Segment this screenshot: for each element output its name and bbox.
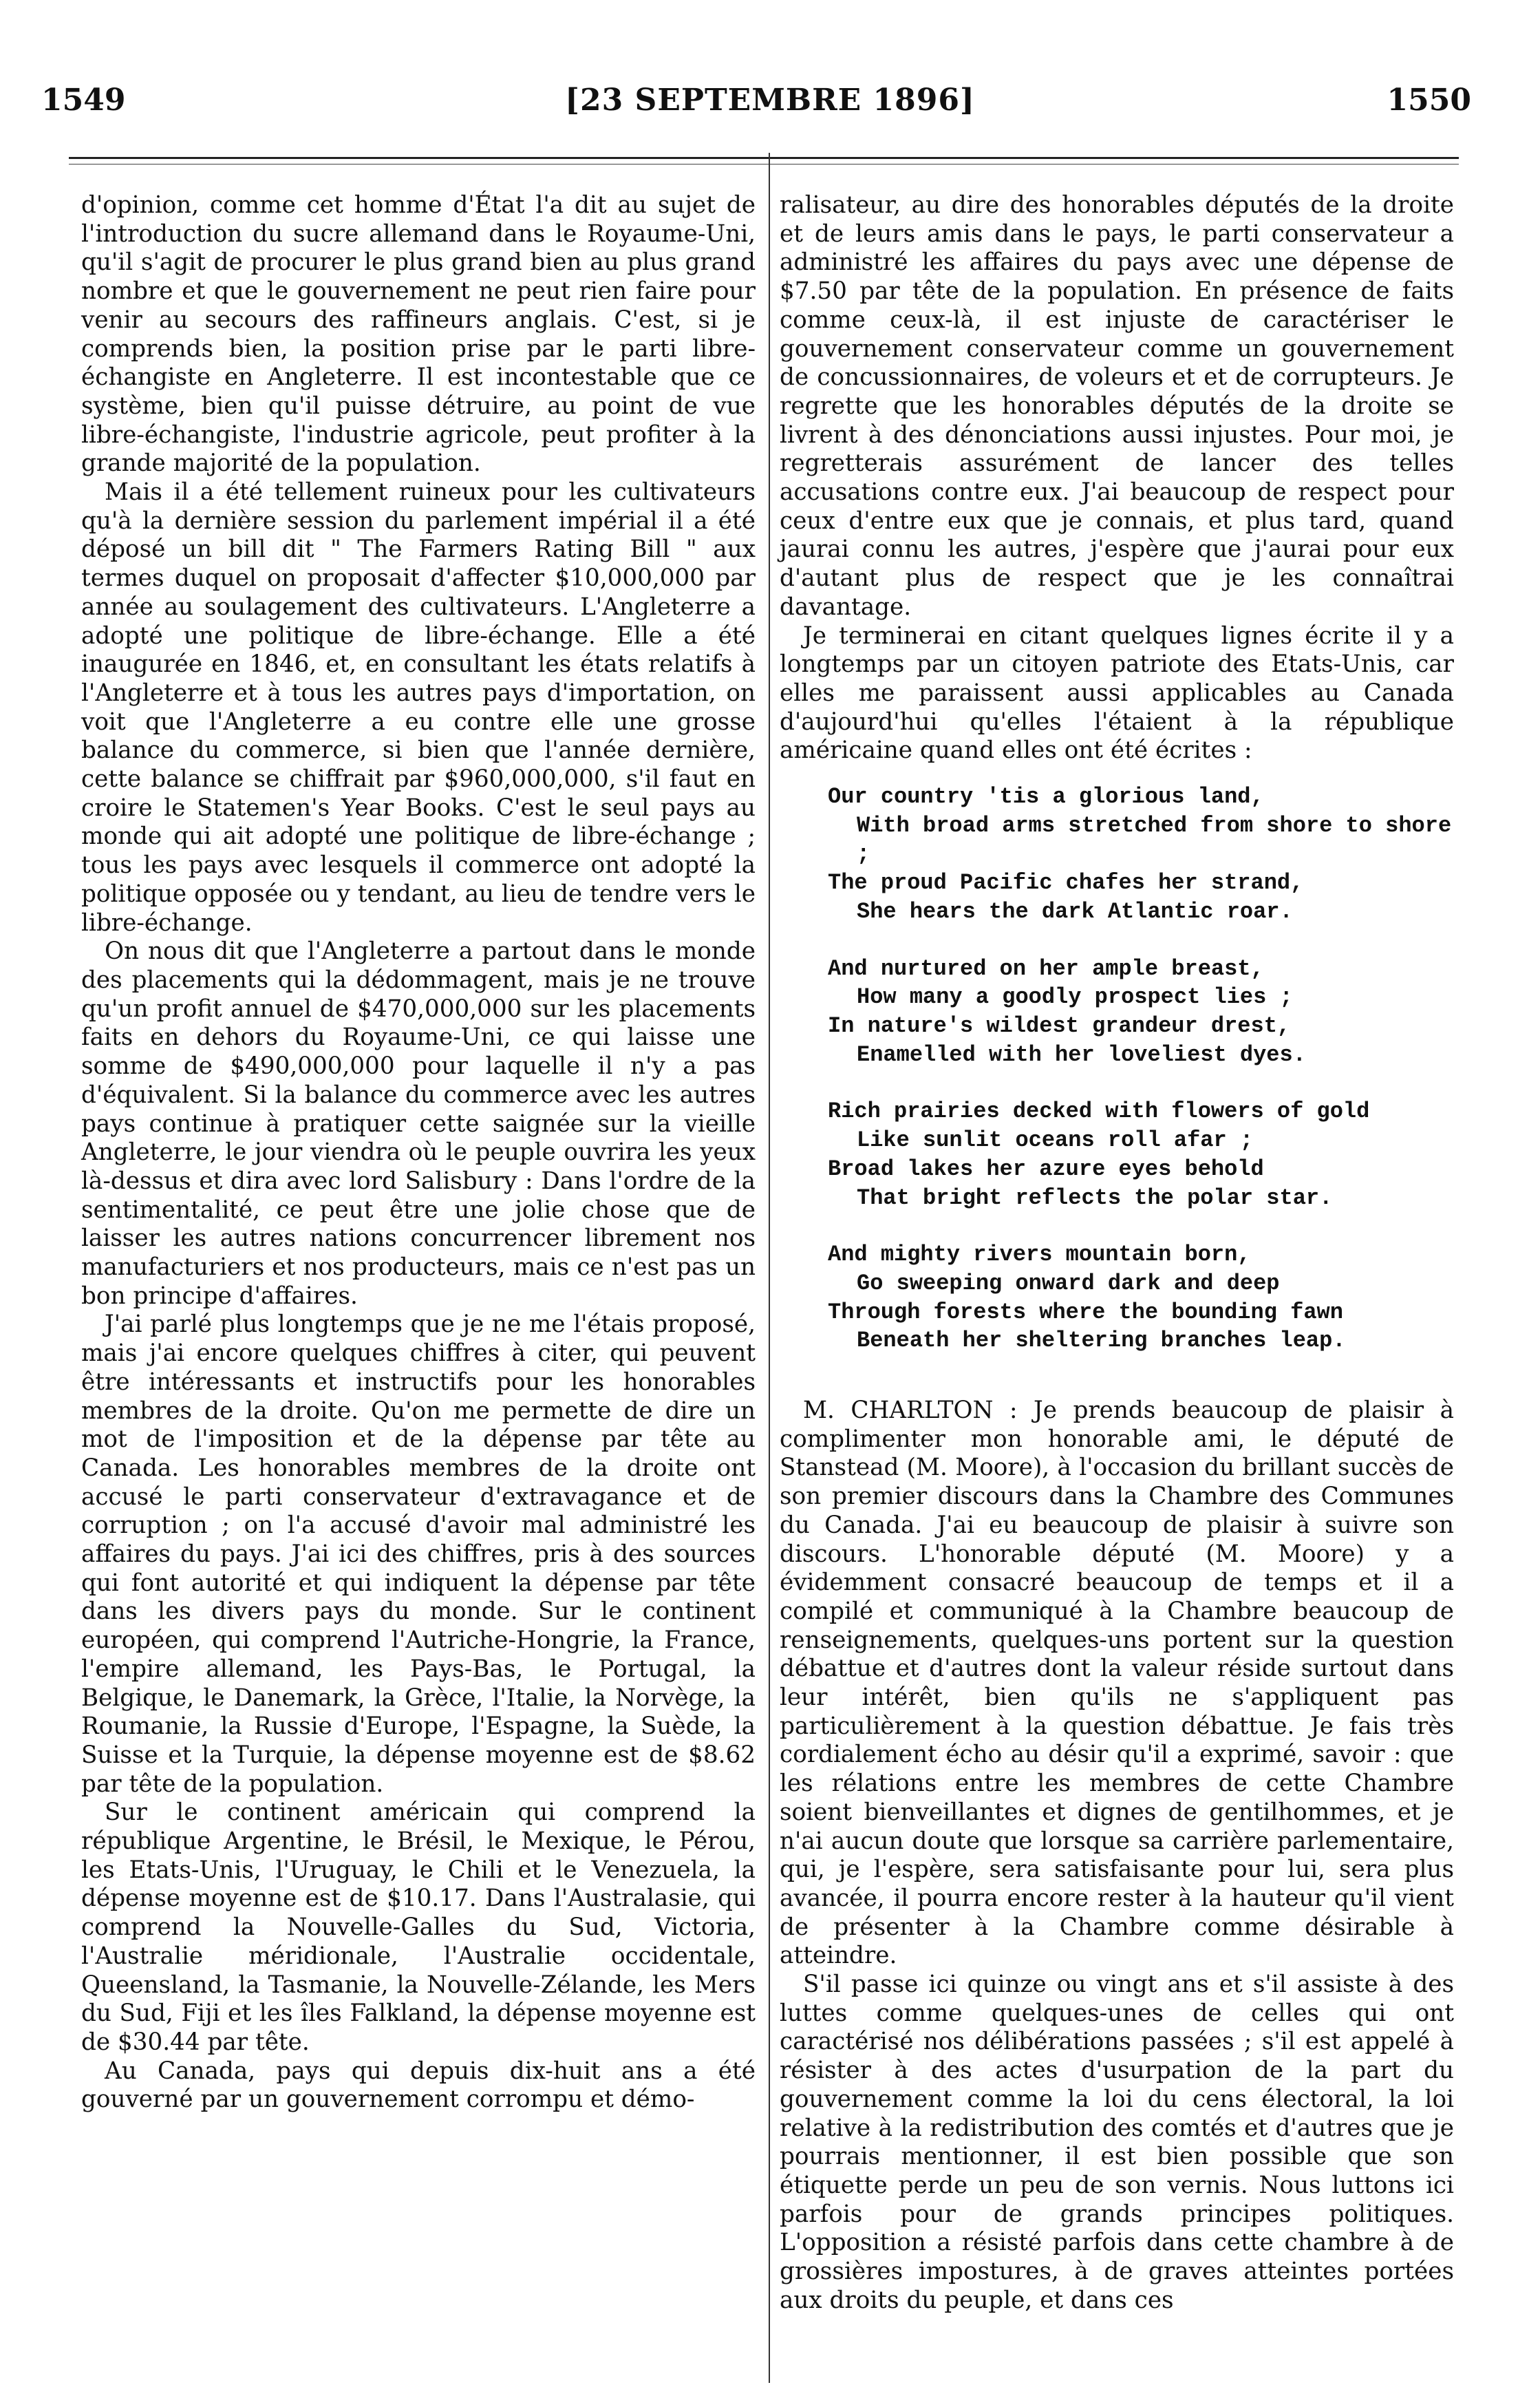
paragraph: On nous dit que l'Angleterre a partout dans le monde des placements qui la dédommagent, mais je ne trouve qu'un profit annuel de $470,000,000 sur les placements faits en dehors du Royaume-Uni, ce qui laisse une somme de $490,000,000 pour laquelle il n'y a pas d'équivalent. Si la balance du commerce avec les autres pays continue à pratiquer cette saignée sur la vieille Angleterre, le jour viendra où le peuple ouvrira les yeux là-dessus et dira avec lord Salisbury : Dans l'ordre de la sentimentalité, ce peut être une jolie chose que de laisser les autres nations concurrencer librement nos manufacturiers et nos producteurs, mais ce n'est pas un bon principe d'affaires. [81,937,756,1310]
poem-stanza [828,1240,1454,1355]
poem-line: Through forests where the bounding fawn [828,1299,1343,1325]
poem-line: The proud Pacific chafes her strand, [828,870,1304,896]
poem-line: With broad arms stretched from shore to shore ; [857,812,1452,867]
poem-line: Our country 'tis a glorious land, [828,784,1264,810]
paragraph: d'opinion, comme cet homme d'État l'a dit au sujet de l'introduction du sucre allemand dans le Royaume-Uni, qu'il s'agit de procurer le plus grand bien au plus grand nombre et que le gouvernement ne peut rien faire pour venir au secours des raffineurs anglais. C'est, si je comprends bien, la position prise par le parti libre-échangiste en Angleterre. Il est incontestable que ce système, bien qu'il puisse détruire, au point de vue libre-échangiste, l'industrie agricole, peut profiter à la grande majorité de la population. [81,191,756,478]
poem-line: And nurtured on her ample breast, [828,955,1264,982]
paragraph: ralisateur, au dire des honorables députés de la droite et de leurs amis dans le pays, le parti conservateur a administré les affaires du pays avec une dépense de $7.50 par tête de la population. En présence de faits comme ceux-là, il est injuste de caractériser le gouvernement conservateur comme un gouvernement de concussionnaires, de voleurs et et de corrupteurs. Je regrette que les honorables députés de la droite se livrent à des dénonciations aussi injustes. Pour moi, je regretterais assurément de lancer des telles accusations contre eux. J'ai beaucoup de respect pour ceux d'entre eux que je connais, et plus tard, quand jaurai connu les autres, j'espère que j'aurai pour eux d'autant plus de respect que je les connaîtrai davantage. [780,191,1454,621]
left-page-number: 1549 [41,83,126,118]
right-page-number: 1550 [1387,83,1471,118]
poem-stanza [828,783,1454,926]
column-divider [769,153,770,2383]
poem-line: How many a goodly prospect lies ; [857,984,1293,1010]
poem-line: Go sweeping onward dark and deep [857,1270,1280,1296]
poem-stanza [828,1097,1454,1212]
page-header [0,83,1540,138]
poem-line: Rich prairies decked with flowers of gold [828,1099,1370,1125]
speech-paragraph [780,1397,1454,1971]
paragraph: Je terminerai en citant quelques lignes écrite il y a longtemps par un citoyen patriote des Etats-Unis, car elles me paraissent aussi applicables au Canada d'aujourd'hui qu'elles l'étaient à la république américaine quand elles ont été écrites : [780,622,1454,765]
paragraph: Sur le continent américain qui comprend la république Argentine, le Brésil, le Mexique, le Pérou, les Etats-Unis, l'Uruguay, le Chili et le Venezuela, la dépense moyenne est de $10.17. Dans l'Australasie, qui comprend la Nouvelle-Galles du Sud, Victoria, l'Australie méridionale, l'Australie occidentale, Queensland, la Tasmanie, la Nouvelle-Zélande, les Mers du Sud, Fiji et les îles Falkland, la dépense moyenne est de $30.44 par tête. [81,1799,756,2056]
poem-line: And mighty rivers mountain born, [828,1242,1251,1268]
paragraph: Au Canada, pays qui depuis dix-huit ans a été gouverné par un gouvernement corrompu et démo- [81,2057,756,2114]
poem-line: In nature's wildest grandeur drest, [828,1012,1291,1039]
poem-stanza [828,955,1454,1070]
speaker-name: M. CHARLTON : [803,1397,1018,1425]
paragraph: J'ai parlé plus longtemps que je ne me l'étais proposé, mais j'ai encore quelques chiffres à citer, qui peuvent être intéressants et instructifs pour les honorables membres de la droite. Qu'on me permette de dire un mot de l'imposition et de la dépense par tête au Canada. Les honorables membres de la droite ont accusé le parti conservateur d'extravagance et de corruption ; on l'a accusé d'avoir mal administré les affaires du pays. J'ai ici des chiffres, pris à des sources qui font autorité et qui indiquent la dépense par tête dans les divers pays du monde. Sur le continent européen, qui comprend l'Autriche-Hongrie, la France, l'empire allemand, les Pays-Bas, le Portugal, la Belgique, le Danemark, la Grèce, l'Italie, la Norvège, la Roumanie, la Russie d'Europe, l'Espagne, la Suède, la Suisse et la Turquie, la dépense moyenne est de $8.62 par tête de la population. [81,1311,756,1798]
poem-line: Enamelled with her loveliest dyes. [857,1041,1306,1068]
page-date: [23 SEPTEMBRE 1896] [565,83,975,118]
speech-text: Je prends beaucoup de plaisir à complimenter mon honorable ami, le député de Stanstead (M. Moore), à l'occasion du brillant succès de son premier discours dans la Chambre des Communes du Canada. J'ai eu beaucoup de plaisir à suivre son discours. L'honorable député (M. Moore) y a évidemment consacré beaucoup de temps et il a compilé et communiqué à la Chambre beaucoup de renseignements, quelques-uns portent sur la question débattue et d'autres dont la valeur réside surtout dans leur intérêt, bien qu'ils ne s'appliquent pas particulièrement à la question débattue. Je fais très cordialement écho au désir qu'il a exprimé, savoir : que les rélations entre les membres de cette Chambre soient bienveillantes et dignes de gentilhommes, et je n'ai aucun doute que lorsque sa carrière parlementaire, qui, je l'espère, sera satisfaisante pour lui, sera plus avancée, il pourra encore rester à la hauteur qu'il vient de présenter à la Chambre comme désirable à atteindre. [780,1397,1454,1970]
header-rule-thin [69,164,1459,165]
poem-quote [828,783,1454,1355]
header-rule [69,157,1459,159]
poem-line: Broad lakes her azure eyes behold [828,1156,1264,1182]
paragraph: Mais il a été tellement ruineux pour les cultivateurs qu'à la dernière session du parlement impérial il a été déposé un bill dit " The Farmers Rating Bill " aux termes duquel on proposait d'affecter $10,000,000 par année au soulagement des cultivateurs. L'Angleterre a adopté une politique de libre-échange. Elle a été inaugurée en 1846, et, en consultant les états relatifs à l'Angleterre et à tous les autres pays d'importation, on voit que l'Angleterre a eu contre elle une grosse balance du commerce, si bien que l'année dernière, cette balance se chiffrait par $960,000,000, s'il faut en croire le Statemen's Year Books. C'est le seul pays au monde qui ait adopté une politique de libre-échange ; tous les pays avec lesquels il commerce ont adopté la politique opposée ou y tendant, au lieu de tendre vers le libre-échange. [81,478,756,937]
poem-line: That bright reflects the polar star. [857,1185,1333,1211]
right-column [780,191,1454,2315]
poem-line: Beneath her sheltering branches leap. [857,1328,1346,1354]
poem-line: She hears the dark Atlantic roar. [857,898,1293,924]
paragraph: S'il passe ici quinze ou vingt ans et s'il assiste à des luttes comme quelques-unes de celles qui ont caractérisé nos délibérations passées ; s'il est appelé à résister à des actes d'usurpation de la part du gouvernement comme la loi du cens électoral, la loi relative à la redistribution des comtés et d'autres que je pourrais mentionner, il est bien possible que son étiquette perde un peu de son vernis. Nous luttons ici parfois pour de grands principes politiques. L'opposition a résisté parfois dans cette chambre à de grossières impostures, à de graves atteintes portées aux droits du peuple, et dans ces [780,1971,1454,2314]
poem-line: Like sunlit oceans roll afar ; [857,1127,1254,1154]
left-column [81,191,756,2114]
